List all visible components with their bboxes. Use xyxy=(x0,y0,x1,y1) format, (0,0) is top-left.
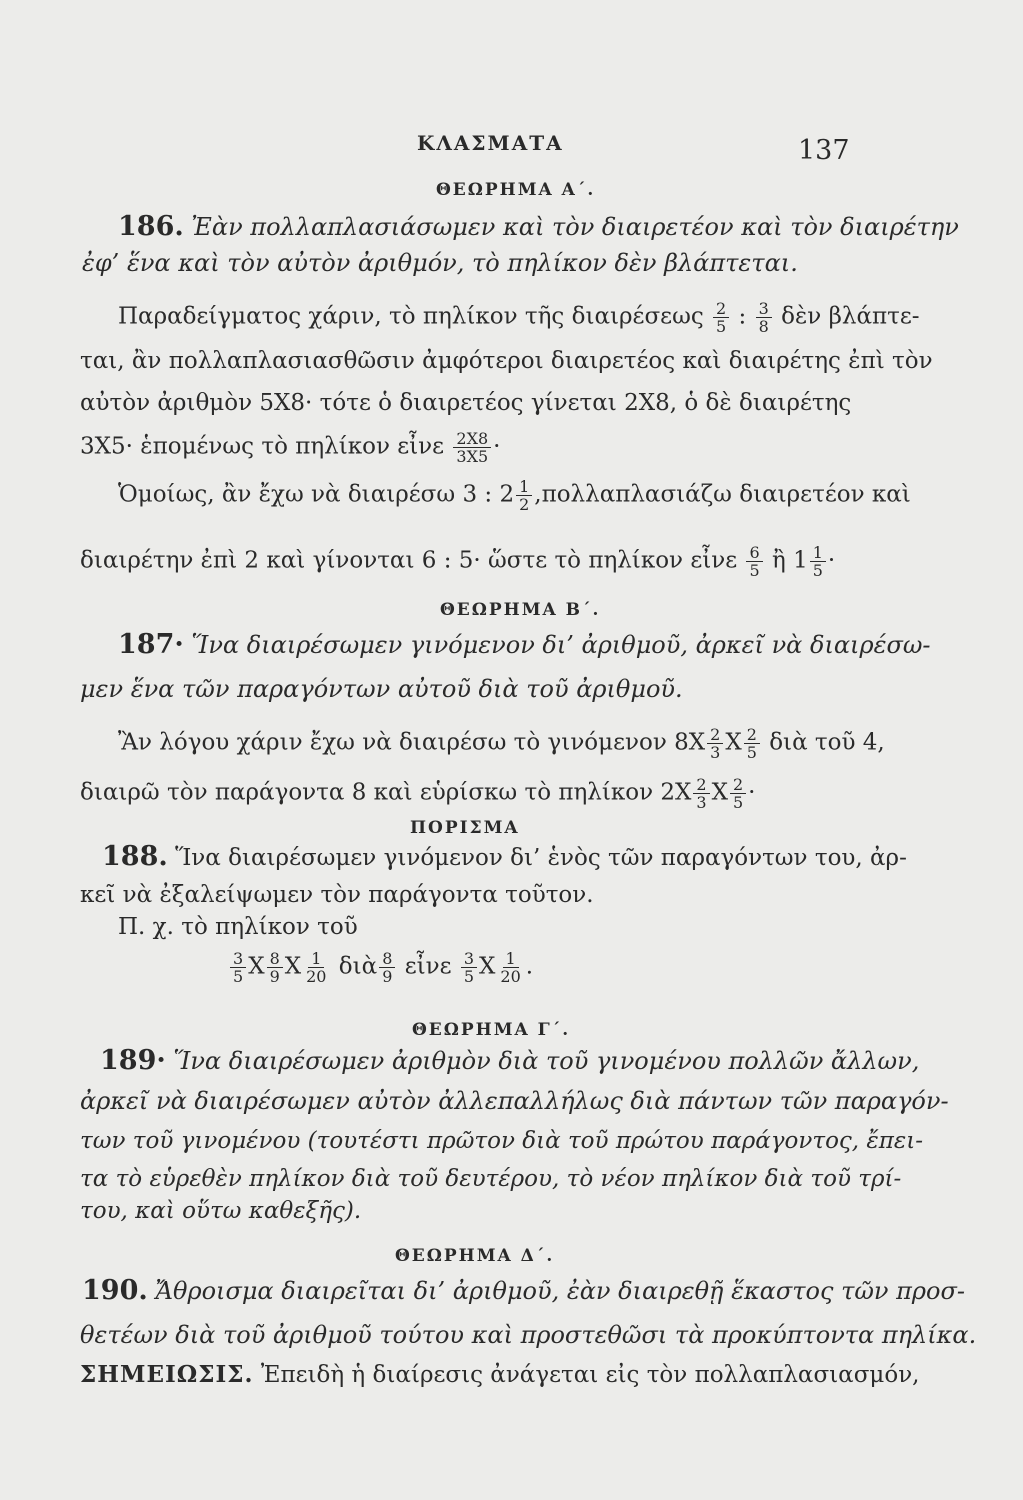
paragraph-number-188: 188. xyxy=(102,841,168,872)
example-text: Ὁμοίως, ἂν ἔχω νὰ διαιρέσω 3 : 2 xyxy=(118,481,515,508)
theorem-b-example-line-1: Ἂν λόγου χάριν ἔχω νὰ διαιρέσω τὸ γινόμενον 8X $\frac{2}{3}$ X $\frac{2}{5}$ διὰ τοῦ 4, xyxy=(118,725,885,762)
theorem-b-text: Ἵνα διαιρέσωμεν γινόμενον δι’ ἀριθμοῦ, ἀρκεῖ νὰ διαιρέσω- xyxy=(191,631,931,659)
theorem-c-line-5: του, καὶ οὕτω καθεξῆς). xyxy=(80,1198,362,1224)
paragraph-number-187: 187· xyxy=(118,629,184,660)
paragraph-number-190: 190. xyxy=(82,1275,148,1306)
theorem-c-heading: ΘΕΩΡΗΜΑ Γ΄. xyxy=(412,1020,571,1040)
theorem-a-example-line-1: Παραδείγματος χάριν, τὸ πηλίκον τῆς διαιρέσεως $\frac{2}{5}$ : $\frac{3}{8}$ δὲν βλάπτε- xyxy=(118,299,920,336)
theorem-c-line-1 xyxy=(100,1046,919,1076)
fraction-1-20: $\frac{1}{20}$ xyxy=(500,949,521,986)
example-text: ἢ 1 xyxy=(771,547,808,574)
example-text: Ἂν λόγου χάριν ἔχω νὰ διαιρέσω τὸ γινόμενον 8X xyxy=(118,729,706,756)
fraction-2-3: $\frac{2}{3}$ xyxy=(693,776,709,811)
theorem-d-heading: ΘΕΩΡΗΜΑ Δ΄. xyxy=(395,1246,555,1266)
fraction-2-5: $\frac{2}{5}$ xyxy=(713,300,729,335)
fraction-8-9: $\frac{8}{9}$ xyxy=(379,950,395,985)
fraction-2-5: $\frac{2}{5}$ xyxy=(744,726,760,761)
example-text: 3X5· ἑπομένως τὸ πηλίκον εἶνε xyxy=(80,433,445,460)
corollary-example-intro: Π. χ. τὸ πηλίκον τοῦ xyxy=(118,914,358,940)
example-text: διὰ τοῦ 4, xyxy=(769,729,885,756)
fraction-8-9: $\frac{8}{9}$ xyxy=(267,950,283,985)
fraction-3-8: $\frac{3}{8}$ xyxy=(756,300,772,335)
corollary-text: Ἵνα διαιρέσωμεν γινόμενον δι’ ἑνὸς τῶν παραγόντων του, ἀρ- xyxy=(175,845,907,871)
theorem-c-line-4: τα τὸ εὑρεθὲν πηλίκον διὰ τοῦ δευτέρου, τὸ νέον πηλίκον διὰ τοῦ τρί- xyxy=(80,1166,902,1192)
theorem-a-statement-line-1 xyxy=(118,212,959,242)
theorem-a-example-line-2: ται, ἂν πολλαπλασιασθῶσιν ἀμφότεροι διαιρετέος καὶ διαιρέτης ἐπὶ τὸν xyxy=(80,348,933,374)
theorem-b-statement-line-1 xyxy=(118,630,931,660)
example-text: ,πολλαπλασιάζω διαιρετέον καὶ xyxy=(534,481,911,508)
corollary-heading: ΠΟΡΙΣΜΑ xyxy=(410,818,520,838)
theorem-c-line-3: των τοῦ γινομένου (τουτέστι πρῶτον διὰ τοῦ πρώτου παράγοντος, ἔπει- xyxy=(80,1128,924,1154)
theorem-a-statement-line-2: ἐφ’ ἕνα καὶ τὸν αὐτὸν ἀριθμόν, τὸ πηλίκον δὲν βλάπτεται. xyxy=(82,249,798,277)
fraction-3-5: $\frac{3}{5}$ xyxy=(230,950,246,985)
theorem-d-text: Ἄθροισμα διαιρεῖται δι’ ἀριθμοῦ, ἐὰν διαιρεθῇ ἕκαστος τῶν προσ- xyxy=(155,1277,965,1305)
corollary-statement-line-1 xyxy=(102,842,907,873)
fraction-1-20: $\frac{1}{20}$ xyxy=(306,949,327,986)
theorem-a-example-line-3: αὐτὸν ἀριθμὸν 5X8· τότε ὁ διαιρετέος γίνεται 2X8, ὁ δὲ διαιρέτης xyxy=(80,390,852,416)
example-text: Παραδείγματος χάριν, τὸ πηλίκον τῆς διαιρέσεως xyxy=(118,303,704,330)
theorem-b-heading: ΘΕΩΡΗΜΑ Β΄. xyxy=(440,600,601,620)
theorem-a-heading: ΘΕΩΡΗΜΑ Α΄. xyxy=(436,180,596,200)
note-label: ΣΗΜΕΙΩΣΙΣ. xyxy=(80,1361,254,1388)
note-text: Ἐπειδὴ ἡ διαίρεσις ἀνάγεται εἰς τὸν πολλαπλασιασμόν, xyxy=(260,1362,920,1388)
theorem-b-statement-line-2: μεν ἕνα τῶν παραγόντων αὐτοῦ διὰ τοῦ ἀριθμοῦ. xyxy=(80,675,683,703)
theorem-a-similar-line-2: διαιρέτην ἐπὶ 2 καὶ γίνονται 6 : 5· ὥστε τὸ πηλίκον εἶνε $\frac{6}{5}$ ἢ 1 $\frac{1}{5}$ · xyxy=(80,543,836,580)
theorem-c-text: Ἵνα διαιρέσωμεν ἀριθμὸν διὰ τοῦ γινομένου πολλῶν ἄλλων, xyxy=(173,1047,920,1075)
theorem-a-similar-line-1 xyxy=(118,478,911,513)
theorem-a-text: Ἐὰν πολλαπλασιάσωμεν καὶ τὸν διαιρετέον καὶ τὸν διαιρέτην xyxy=(191,213,959,241)
example-text: διαιρέτην ἐπὶ 2 καὶ γίνονται 6 : 5· ὥστε τὸ πηλίκον εἶνε xyxy=(80,547,738,574)
theorem-d-line-2: θετέων διὰ τοῦ ἀριθμοῦ τούτου καὶ προστεθῶσι τὰ προκύπτοντα πηλίκα. xyxy=(80,1321,977,1349)
theorem-c-line-2: ἀρκεῖ νὰ διαιρέσωμεν αὐτὸν ἀλλεπαλλήλως διὰ πάντων τῶν παραγόν- xyxy=(80,1087,949,1115)
note-line xyxy=(80,1360,919,1390)
example-text: δὲν βλάπτε- xyxy=(781,303,920,330)
running-title: ΚΛΑΣΜΑΤΑ xyxy=(417,131,564,155)
corollary-example-formula: $\frac{3}{5}$ X $\frac{8}{9}$ X $\frac{1}{20}$ διὰ $\frac{8}{9}$ εἶνε $\frac{3}{5}$ X $\frac{1}{20}$ . xyxy=(228,950,533,985)
theorem-d-line-1 xyxy=(82,1276,965,1306)
fraction-6-5: $\frac{6}{5}$ xyxy=(746,544,762,579)
example-text: διαιρῶ τὸν παράγοντα 8 καὶ εὑρίσκω τὸ πηλίκον 2X xyxy=(80,779,692,806)
paragraph-number-186: 186. xyxy=(118,211,184,242)
page-number: 137 xyxy=(798,135,850,166)
fraction-1-2: $\frac{1}{2}$ xyxy=(516,478,532,513)
corollary-statement-line-2: κεῖ νὰ ἐξαλείψωμεν τὸν παράγοντα τοῦτον. xyxy=(80,882,594,908)
fraction-2-5: $\frac{2}{5}$ xyxy=(730,776,746,811)
theorem-b-example-line-2: διαιρῶ τὸν παράγοντα 8 καὶ εὑρίσκω τὸ πηλίκον 2X $\frac{2}{3}$ X $\frac{2}{5}$ · xyxy=(80,775,756,812)
fraction-3-5: $\frac{3}{5}$ xyxy=(461,950,477,985)
fraction-2-3: $\frac{2}{3}$ xyxy=(707,726,723,761)
fraction-2x8-3x5: $\frac{2X8}{3X5}$ xyxy=(453,430,491,465)
theorem-a-example-line-4: 3X5· ἑπομένως τὸ πηλίκον εἶνε $\frac{2X8}{3X5}$ · xyxy=(80,429,501,466)
paragraph-number-189: 189· xyxy=(100,1045,166,1076)
fraction-1-5: $\frac{1}{5}$ xyxy=(810,544,826,579)
